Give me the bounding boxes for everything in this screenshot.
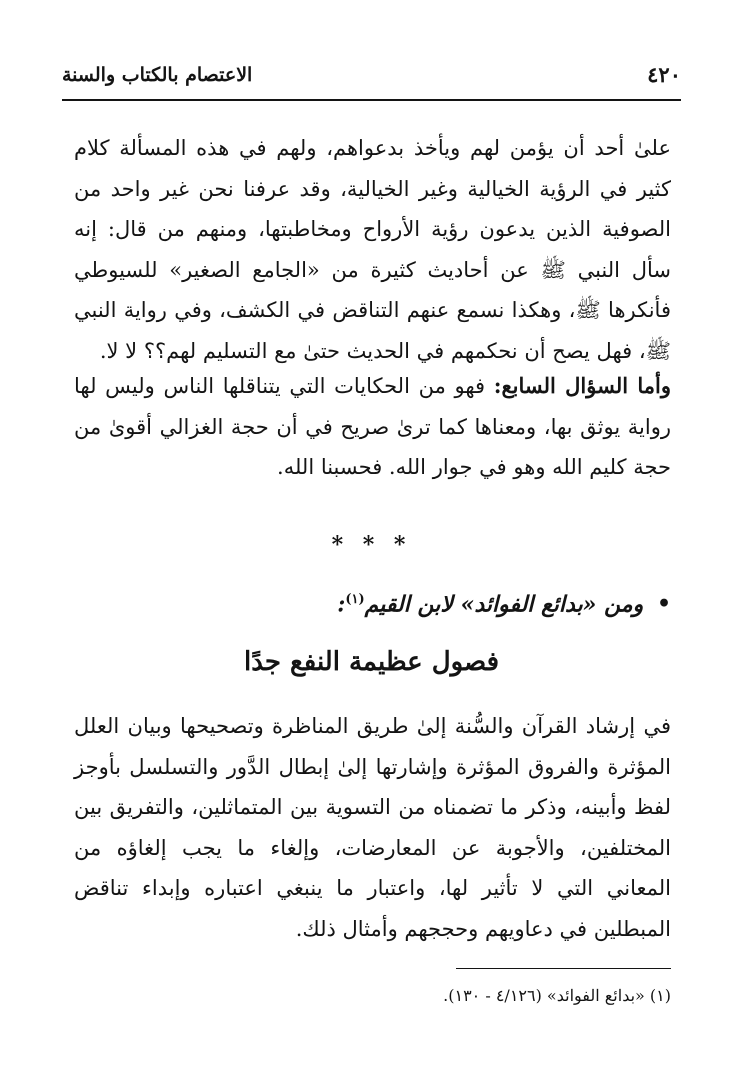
running-title: الاعتصام بالكتاب والسنة (62, 64, 253, 86)
footnote-divider (456, 968, 671, 969)
paragraph-2 (74, 366, 671, 488)
paragraph-1: علىٰ أحد أن يؤمن لهم ويأخذ بدعواهم، ولهم في هذه المسألة كلام كثير في الرؤية الخيالية وغير الخيالية، وقد عرفنا نحن غير واحد من الصوفية الذين يدعون رؤية الأرواح ومخاطبتها، ومنهم من قال: إنه سأل النبي ﷺ عن أحاديث كثيرة من «الجامع الصغير» للسيوطي فأنكرها ﷺ، وهكذا نسمع عنهم التناقض في الكشف، وفي رواية النبي ﷺ، فهل يصح أن نحكمهم في الحديث حتىٰ مع التسليم لهم؟؟ لا لا. (74, 136, 671, 363)
bullet-icon: • (656, 591, 671, 618)
source-line (74, 580, 671, 624)
paragraph-2-text: فهو من الحكايات التي يتناقلها الناس وليس لها رواية يوثق بها، ومعناها كما ترىٰ صريح في أن حجة الغزالي أقوىٰ من حجة كليم الله وهو في جوار الله. فحسبنا الله. (74, 374, 671, 479)
footnote-marker: (١) (345, 592, 365, 607)
paragraph-3: في إرشاد القرآن والسُّنة إلىٰ طريق المناظرة وتصحيحها وبيان العلل المؤثرة والفروق المؤثرة وإشارتها إلىٰ إبطال الدَّور والتسلسل بأوجز لفظ وأبينه، وذكر ما تضمناه من التسوية بين المتماثلين، والتفريق بين المختلفين، والأجوبة عن المعارضات، وإلغاء ما يجب إلغاؤه من المعاني التي لا تأثير لها، واعتبار ما ينبغي اعتباره وإبداء تناقض المبطلين في دعاويهم وحججهم وأمثال ذلك. (74, 714, 671, 941)
paragraph-2-lead: وأما السؤال السابع: (493, 373, 671, 398)
chapter-heading: فصول عظيمة النفع جدًا (243, 647, 500, 677)
header-divider (62, 99, 681, 101)
footnote: (١) «بدائع الفوائد» (٤/١٢٦ - ١٣٠). (443, 986, 671, 1005)
page-header (62, 60, 681, 96)
source-colon: : (337, 591, 346, 618)
source-title: ومن «بدائع الفوائد» لابن القيم (364, 591, 644, 618)
section-separator: * * * (331, 532, 412, 558)
page-number: ٤٢٠ (647, 62, 681, 87)
